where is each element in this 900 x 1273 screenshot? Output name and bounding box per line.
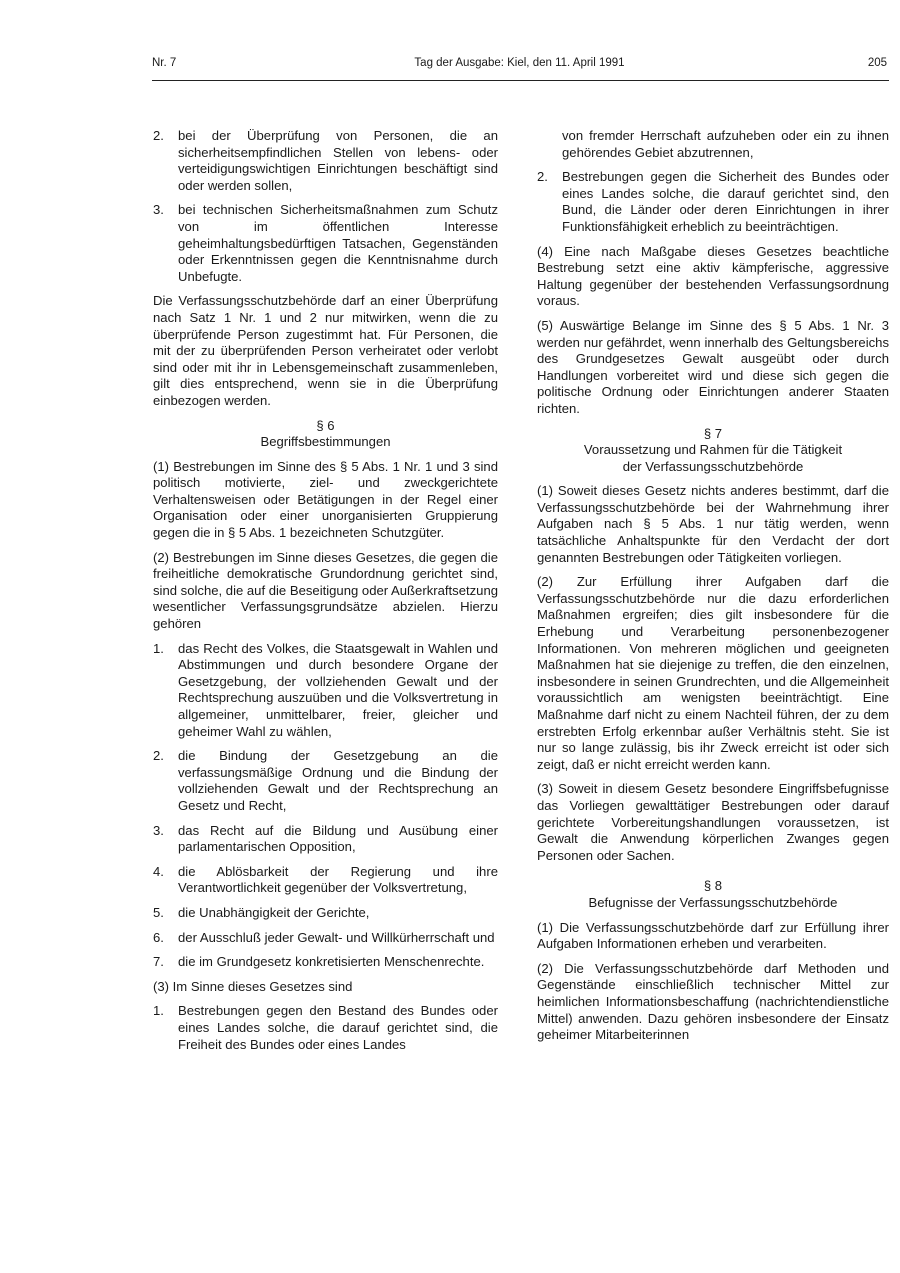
section-number: § 6 <box>316 417 335 433</box>
list-number: 1. <box>153 1003 164 1019</box>
paragraph: (5) Auswärtige Belange im Sinne des § 5 Abs. 1 Nr. 3 werden nur gefährdet, wenn innerhalb des Geltungsbereichs des Grundgesetzes Gewalt ausgeübt oder durch Handlungen vorbereitet wird und diese sich gegen die politische Ordnung oder Einrichtungen anderer Staaten richten. <box>537 317 889 416</box>
list-item <box>153 823 498 856</box>
list-item-continuation <box>537 128 889 161</box>
list-item <box>153 128 498 194</box>
list-text: von fremder Herrschaft aufzuheben oder ein zu ihnen gehörendes Gebiet abzutrennen, <box>562 128 889 160</box>
list-item <box>153 930 498 947</box>
page-number: 205 <box>867 57 887 69</box>
list-item <box>153 905 498 922</box>
list-number: 4. <box>153 863 164 879</box>
list-text: bei technischen Sicherheitsmaßnahmen zum Schutz von im öffentlichen Interesse geheimhaltungsbedürftigen Tatsachen, Gegenständen oder Erkenntnissen gegen die Kenntnisnahme durch Unbefugte. <box>178 202 498 284</box>
paragraph: (1) Bestrebungen im Sinne des § 5 Abs. 1 Nr. 1 und 3 sind politisch motivierte, ziel- und zweckgerichtete Verhaltensweisen oder Betätigungen in der Regel einer Organisation oder einer unorganisierten Gruppierung gegen die in § 5 Abs. 1 bezeichneten Schutzgüter. <box>153 458 498 541</box>
paragraph: (1) Die Verfassungsschutzbehörde darf zur Erfüllung ihrer Aufgaben Informationen erheben und verarbeiten. <box>537 919 889 952</box>
list-number: 2. <box>537 169 548 185</box>
paragraph: (3) Im Sinne dieses Gesetzes sind <box>153 978 353 994</box>
list-text: das Recht des Volkes, die Staatsgewalt in Wahlen und Abstimmungen und durch besondere Organe der Gesetzgebung, der vollziehenden Gewalt und der Rechtsprechung auszuüben und die Volksvertretung in allgemeiner, unmittelbarer, freier, gleicher und geheimer Wahl zu wählen, <box>178 640 498 739</box>
section-title: Begriffsbestimmungen <box>260 434 391 450</box>
page-header <box>152 57 887 75</box>
paragraph: (1) Soweit dieses Gesetz nichts anderes bestimmt, darf die Verfassungsschutzbehörde bei der Wahrnehmung ihrer Aufgaben nach § 5 Abs. 1 nur tätig werden, wenn tatsächliche Anhaltspunkte für den Verdacht der dort genannten Bestrebungen oder Tätigkeiten vorliegen. <box>537 483 889 565</box>
list-number: 1. <box>153 640 164 656</box>
list-number: 6. <box>153 929 164 945</box>
list-number: 7. <box>153 954 164 970</box>
list-number: 3. <box>153 822 164 838</box>
list-text: das Recht auf die Bildung und Ausübung einer parlamentarischen Opposition, <box>178 822 498 855</box>
left-column <box>153 128 498 1061</box>
list-item <box>153 202 498 285</box>
list-text: die im Grundgesetz konkretisierten Menschenrechte. <box>178 954 485 970</box>
list-item <box>153 1003 498 1053</box>
header-rule <box>152 80 889 81</box>
list-text: bei der Überprüfung von Personen, die an sicherheitsempfindlichen Stellen von lebens- oder verteidigungswichtigen Einrichtungen beschäftigt sind oder werden sollen, <box>178 128 498 193</box>
issue-number: Nr. 7 <box>152 57 177 69</box>
list-text: die Bindung der Gesetzgebung an die verfassungsmäßige Ordnung und die Bindung der vollziehenden Gewalt und der Rechtsprechung an Gesetz und Recht, <box>178 748 498 813</box>
paragraph: (2) Die Verfassungsschutzbehörde darf Methoden und Gegenstände einschließlich technischer Mittel zur heimlichen Informationsbeschaffung (nachrichtendienstliche Mittel) anwenden. Dazu gehören insbesondere der Einsatz geheimer Mitarbeiterinnen <box>537 960 889 1043</box>
list-text: Bestrebungen gegen den Bestand des Bundes oder eines Landes solche, die darauf gerichtet sind, die Freiheit des Bundes oder eines Landes <box>178 1003 498 1052</box>
paragraph: Die Verfassungsschutzbehörde darf an einer Überprüfung nach Satz 1 Nr. 1 und 2 nur mitwirken, wenn die zu überprüfende Person zugestimmt hat. Für Personen, die mit der zu überprüfenden Person verheiratet oder verlobt sind oder mit ihr in Lebensgemeinschaft zusammenleben, gilt dies entsprechend, wenn sie in die Überprüfung einbezogen werden. <box>153 293 498 408</box>
section-title-line: Voraussetzung und Rahmen für die Tätigkeit <box>583 442 843 458</box>
paragraph: (2) Zur Erfüllung ihrer Aufgaben darf die Verfassungsschutzbehörde nur die dazu erforderlichen Maßnahmen ergreifen; dies gilt insbesondere für die Erhebung und Verarbeitung personenbezogener Informationen. Von mehreren möglichen und geeigneten Maßnahmen hat sie diejenige zu treffen, die den einzelnen, insbesondere in seinen Grundrechten, und die Allgemeinheit voraussichtlich am wenigsten beeinträchtigt. Eine Maßnahme darf nicht zu einem Nachteil führen, der zu dem erstrebten Erfolg erkennbar außer Verhältnis steht. Sie ist nur so lange zulässig, bis ihr Zweck erreicht ist oder sich zeigt, daß er nicht erreicht werden kann. <box>537 574 889 772</box>
list-item <box>153 641 498 741</box>
list-text: Bestrebungen gegen die Sicherheit des Bundes oder eines Landes solche, die darauf gerichtet sind, den Bund, die Länder oder deren Einrichtungen in ihrer Funktionsfähigkeit erheblich zu beeinträchtigen. <box>562 169 889 234</box>
list-item <box>537 169 889 235</box>
right-column <box>537 128 889 1052</box>
list-number: 2. <box>153 748 164 764</box>
paragraph: (2) Bestrebungen im Sinne dieses Gesetzes, die gegen die freiheitliche demokratische Grundordnung gerichtet sind, sind solche, die auf die Beseitigung oder Außerkraftsetzung wesentlicher Verfassungsgrundsätze abzielen. Hierzu gehören <box>153 549 499 632</box>
list-text: der Ausschluß jeder Gewalt- und Willkürherrschaft und <box>178 929 495 945</box>
paragraph: (3) Soweit in diesem Gesetz besondere Eingriffsbefugnisse das Vorliegen gewalttätiger Bestrebungen oder darauf gerichtete Vorbereitungshandlungen voraussetzen, ist Gewalt die Anwendung körperlichen Zwanges gegen Personen oder Sachen. <box>537 781 889 863</box>
issue-date: Tag der Ausgabe: Kiel, den 11. April 1991 <box>414 57 625 69</box>
section-number: § 7 <box>703 425 723 441</box>
section-title: Befugnisse der Verfassungsschutzbehörde <box>588 894 838 910</box>
list-item <box>153 748 498 814</box>
list-text: die Ablösbarkeit der Regierung und ihre Verantwortlichkeit gegenüber der Volksvertretung, <box>178 863 498 896</box>
list-number: 2. <box>153 128 164 143</box>
section-number: § 8 <box>703 878 723 894</box>
list-text: die Unabhängigkeit der Gerichte, <box>178 904 370 920</box>
section-title <box>537 442 889 475</box>
list-item <box>153 954 498 971</box>
list-number: 5. <box>153 904 164 920</box>
list-item <box>153 864 498 897</box>
list-number: 3. <box>153 202 164 218</box>
section-title-line: der Verfassungsschutzbehörde <box>622 458 804 474</box>
paragraph: (4) Eine nach Maßgabe dieses Gesetzes beachtliche Bestrebung setzt eine aktiv kämpferische, aggressive Haltung gegenüber der bestehenden Verfassungsordnung voraus. <box>537 243 889 309</box>
